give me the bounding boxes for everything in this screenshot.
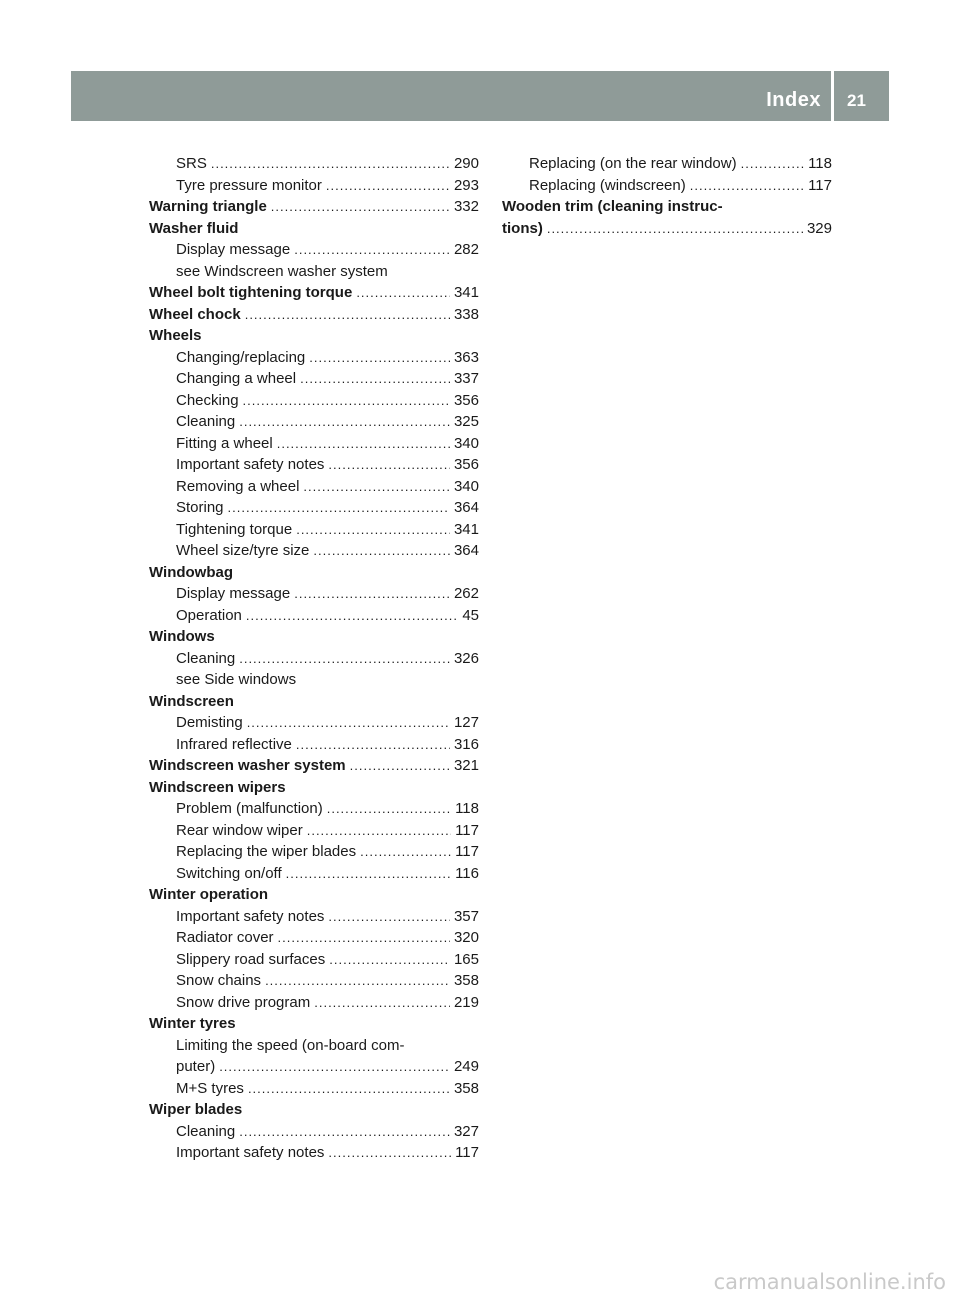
entry-page-number[interactable]: 321: [453, 757, 479, 774]
index-entry[interactable]: [502, 218, 832, 240]
leader-dots: [246, 605, 458, 627]
leader-dots: [296, 734, 450, 756]
entry-page-number[interactable]: 293: [453, 176, 479, 194]
entry-page-number[interactable]: 45: [462, 606, 479, 624]
leader-dots: [690, 175, 804, 197]
index-subentry[interactable]: [149, 1142, 479, 1164]
leader-dots: [228, 497, 450, 519]
index-subentry[interactable]: [149, 454, 479, 476]
index-subentry: [149, 1035, 479, 1057]
header-bar: [71, 71, 889, 121]
entry-page-number[interactable]: 356: [453, 456, 479, 473]
entry-text: Tightening torque: [176, 520, 293, 538]
entry-text: Limiting the speed (on-board com-: [176, 1036, 405, 1054]
leader-dots: [356, 282, 450, 304]
index-subentry[interactable]: [149, 970, 479, 992]
entry-text: Winter tyres: [149, 1015, 236, 1032]
entry-text: Important safety notes: [176, 907, 325, 925]
index-subentry[interactable]: [149, 841, 479, 863]
leader-dots: [327, 798, 451, 820]
index-subentry[interactable]: [149, 1056, 479, 1078]
leader-dots: [326, 175, 450, 197]
index-subentry[interactable]: [149, 153, 479, 175]
leader-dots: [294, 239, 450, 261]
leader-dots: [296, 519, 450, 541]
index-subentry[interactable]: [149, 1121, 479, 1143]
entry-page-number[interactable]: 316: [453, 735, 479, 753]
entry-page-number[interactable]: 117: [455, 821, 479, 839]
index-subentry[interactable]: [149, 712, 479, 734]
entry-page-number[interactable]: 338: [453, 305, 479, 323]
entry-page-number[interactable]: 341: [453, 284, 479, 301]
leader-dots: [265, 970, 450, 992]
leader-dots: [360, 841, 451, 863]
index-column-left: [149, 153, 479, 1164]
index-subentry[interactable]: [149, 433, 479, 455]
index-entry: [149, 884, 479, 906]
entry-page-number[interactable]: 116: [455, 864, 479, 882]
entry-text: Display message: [176, 241, 291, 258]
entry-text: Winter operation: [149, 886, 269, 903]
entry-page-number[interactable]: 219: [453, 993, 479, 1011]
entry-text: Windscreen: [149, 692, 234, 710]
index-subentry[interactable]: [149, 949, 479, 971]
index-subentry[interactable]: [149, 239, 479, 261]
entry-text: Tyre pressure monitor: [176, 176, 322, 194]
index-subentry[interactable]: [149, 411, 479, 433]
leader-dots: [219, 1056, 450, 1078]
entry-page-number[interactable]: 262: [453, 585, 479, 602]
entry-page-number[interactable]: 357: [453, 907, 479, 925]
entry-page-number[interactable]: 337: [453, 370, 479, 387]
index-entry[interactable]: [149, 282, 479, 304]
entry-text: Demisting: [176, 714, 243, 731]
leader-dots: [314, 992, 450, 1014]
entry-page-number[interactable]: 325: [453, 413, 479, 430]
entry-text: Wiper blades: [149, 1101, 243, 1118]
leader-dots: [247, 712, 450, 734]
leader-dots: [271, 196, 450, 218]
leader-dots: [328, 1142, 451, 1164]
section-title: Index: [766, 89, 821, 111]
index-entry: [149, 1013, 479, 1035]
entry-page-number[interactable]: 118: [455, 800, 479, 817]
index-subentry[interactable]: [149, 605, 479, 627]
index-entry[interactable]: [149, 304, 479, 326]
entry-page-number[interactable]: 326: [453, 649, 479, 667]
entry-text: Windscreen wipers: [149, 778, 286, 796]
index-subentry[interactable]: [149, 1078, 479, 1100]
entry-text: Important safety notes: [176, 1144, 325, 1161]
index-entry: [149, 325, 479, 347]
entry-text: M+S tyres: [176, 1079, 244, 1097]
index-subentry[interactable]: [502, 153, 832, 175]
entry-text: Windows: [149, 628, 215, 645]
index-subentry[interactable]: [149, 798, 479, 820]
entry-text: Switching on/off: [176, 864, 282, 882]
entry-page-number[interactable]: 358: [453, 1079, 479, 1097]
index-entry: [149, 626, 479, 648]
leader-dots: [741, 153, 804, 175]
entry-text: see Side windows: [176, 671, 297, 688]
entry-page-number[interactable]: 117: [808, 176, 832, 194]
entry-page-number[interactable]: 282: [453, 241, 479, 258]
index-subentry: [149, 669, 479, 691]
index-subentry[interactable]: [149, 175, 479, 197]
entry-text: Infrared reflective: [176, 735, 292, 753]
entry-page-number[interactable]: 249: [453, 1058, 479, 1075]
leader-dots: [303, 476, 450, 498]
page-number: 21: [847, 91, 866, 110]
entry-page-number[interactable]: 364: [453, 542, 479, 559]
leader-dots: [350, 755, 450, 777]
leader-dots: [239, 1121, 450, 1143]
leader-dots: [300, 368, 450, 390]
entry-page-number[interactable]: 364: [453, 499, 479, 516]
entry-text: Windowbag: [149, 563, 234, 581]
leader-dots: [547, 218, 803, 240]
leader-dots: [239, 411, 450, 433]
leader-dots: [313, 540, 450, 562]
index-subentry[interactable]: [149, 390, 479, 412]
index-subentry[interactable]: [149, 540, 479, 562]
entry-text: Display message: [176, 585, 291, 602]
entry-text: Wooden trim (cleaning instruc-: [502, 198, 723, 215]
index-subentry[interactable]: [149, 583, 479, 605]
entry-text: see Windscreen washer system: [176, 262, 388, 280]
entry-page-number[interactable]: 327: [453, 1122, 479, 1140]
leader-dots: [328, 906, 450, 928]
entry-page-number[interactable]: 340: [453, 477, 479, 495]
entry-text: Wheels: [149, 327, 202, 344]
index-subentry[interactable]: [149, 820, 479, 842]
index-entry: [149, 777, 479, 799]
index-subentry[interactable]: [149, 927, 479, 949]
entry-page-number[interactable]: 358: [453, 972, 479, 989]
entry-page-number[interactable]: 320: [453, 929, 479, 946]
entry-text: Storing: [176, 499, 224, 516]
entry-text: Warning triangle: [149, 198, 267, 215]
index-subentry[interactable]: [149, 863, 479, 885]
entry-page-number[interactable]: 117: [455, 843, 479, 860]
entry-page-number[interactable]: 165: [453, 950, 479, 968]
entry-text: Cleaning: [176, 413, 236, 430]
entry-text: Washer fluid: [149, 219, 239, 237]
entry-text: Radiator cover: [176, 929, 274, 946]
entry-page-number[interactable]: 340: [453, 434, 479, 452]
index-subentry[interactable]: [502, 175, 832, 197]
entry-text: Changing a wheel: [176, 370, 297, 387]
index-entry: [502, 196, 832, 218]
header-divider: [831, 71, 834, 121]
index-column-right: [502, 153, 832, 239]
entry-page-number[interactable]: 341: [453, 520, 479, 538]
entry-text: Removing a wheel: [176, 477, 300, 495]
entry-text: Cleaning: [176, 649, 236, 667]
index-entry[interactable]: [149, 196, 479, 218]
index-entry: [149, 562, 479, 584]
leader-dots: [328, 454, 450, 476]
entry-text: Rear window wiper: [176, 821, 303, 839]
entry-page-number[interactable]: 363: [453, 348, 479, 366]
leader-dots: [294, 583, 450, 605]
entry-page-number[interactable]: 118: [808, 155, 832, 172]
entry-text: Checking: [176, 391, 239, 409]
index-subentry[interactable]: [149, 476, 479, 498]
leader-dots: [329, 949, 450, 971]
entry-text: Operation: [176, 606, 242, 624]
index-subentry[interactable]: [149, 734, 479, 756]
entry-page-number[interactable]: 329: [806, 219, 832, 237]
index-subentry[interactable]: [149, 497, 479, 519]
leader-dots: [277, 433, 450, 455]
entry-text: Changing/replacing: [176, 348, 306, 366]
entry-text: Wheel chock: [149, 305, 241, 323]
watermark: carmanualsonline.info: [713, 1270, 946, 1294]
entry-text: Important safety notes: [176, 456, 325, 473]
entry-page-number[interactable]: 117: [455, 1144, 479, 1161]
entry-text: Snow chains: [176, 972, 262, 989]
entry-page-number[interactable]: 332: [453, 198, 479, 215]
index-subentry: [149, 261, 479, 283]
leader-dots: [239, 648, 450, 670]
leader-dots: [243, 390, 450, 412]
entry-text: Replacing the wiper blades: [176, 843, 357, 860]
entry-text: Snow drive program: [176, 993, 311, 1011]
index-entry: [149, 691, 479, 713]
index-subentry[interactable]: [149, 648, 479, 670]
leader-dots: [248, 1078, 450, 1100]
leader-dots: [307, 820, 451, 842]
index-subentry[interactable]: [149, 347, 479, 369]
index-entry[interactable]: [149, 755, 479, 777]
leader-dots: [309, 347, 450, 369]
index-entry: [149, 218, 479, 240]
entry-text: Cleaning: [176, 1122, 236, 1140]
index-subentry[interactable]: [149, 368, 479, 390]
entry-text: SRS: [176, 155, 207, 172]
leader-dots: [286, 863, 451, 885]
index-subentry[interactable]: [149, 906, 479, 928]
leader-dots: [245, 304, 450, 326]
index-subentry[interactable]: [149, 992, 479, 1014]
leader-dots: [278, 927, 450, 949]
index-entry: [149, 1099, 479, 1121]
entry-text: Problem (malfunction): [176, 800, 323, 817]
index-subentry[interactable]: [149, 519, 479, 541]
entry-text: Replacing (on the rear window): [529, 155, 737, 172]
entry-text: Fitting a wheel: [176, 434, 273, 452]
entry-page-number[interactable]: 127: [453, 714, 479, 731]
entry-text: tions): [502, 219, 543, 237]
entry-page-number[interactable]: 356: [453, 391, 479, 409]
entry-page-number[interactable]: 290: [453, 155, 479, 172]
entry-text: puter): [176, 1058, 216, 1075]
entry-text: Windscreen washer system: [149, 757, 346, 774]
entry-text: Slippery road surfaces: [176, 950, 326, 968]
leader-dots: [211, 153, 450, 175]
entry-text: Wheel bolt tightening torque: [149, 284, 353, 301]
entry-text: Replacing (windscreen): [529, 176, 686, 194]
entry-text: Wheel size/tyre size: [176, 542, 310, 559]
